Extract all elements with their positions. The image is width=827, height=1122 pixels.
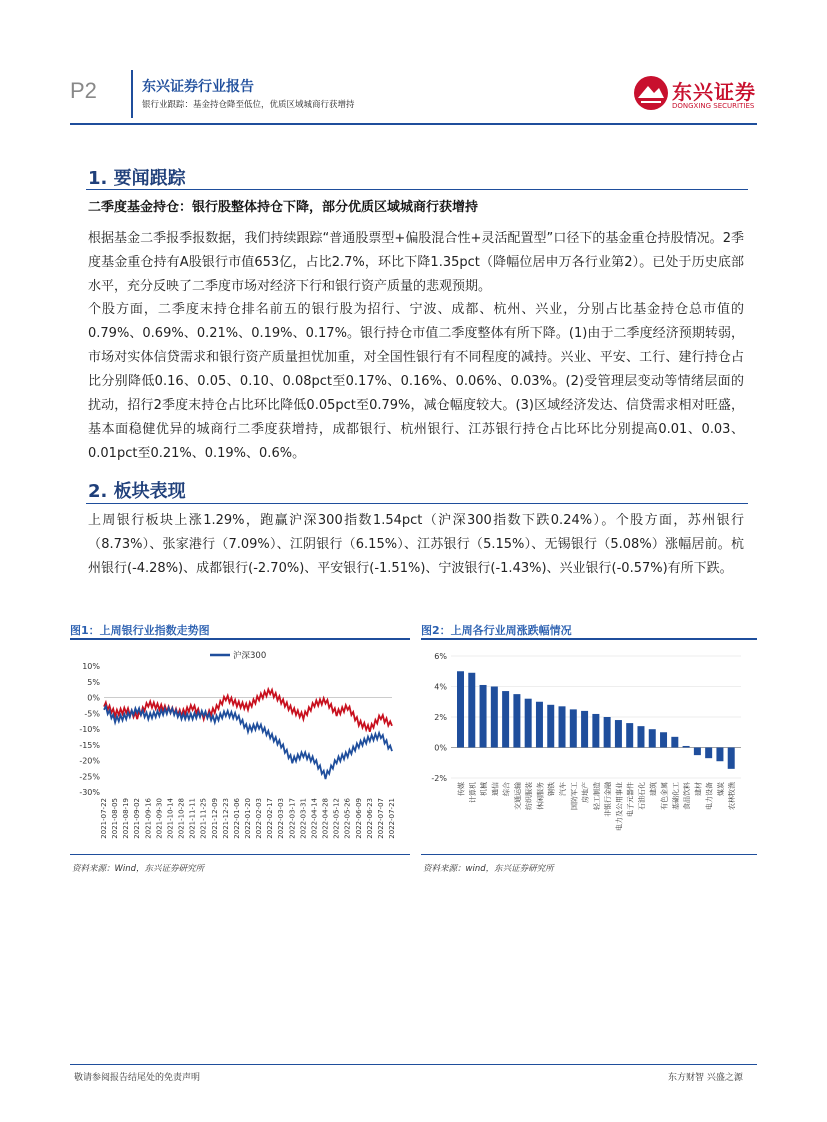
section-rule [86,503,748,504]
bar-汽车 [559,706,566,747]
logo-mark-icon [632,74,670,112]
x-tick-label: 2021-07-22 [100,798,108,839]
bar-交通运输 [513,694,520,747]
x-tick-label: 2022-06-23 [365,798,374,839]
figure-rule [70,638,410,640]
section-rule [86,189,748,190]
x-tick-label: 农林牧渔 [728,782,737,810]
bar-钢铁 [547,705,554,748]
x-tick-label: 机械 [480,782,489,796]
x-tick-label: 基础化工 [671,782,680,810]
header-vertical-rule [131,70,133,118]
figure-source: 资料来源：wind，东兴证券研究所 [423,864,554,874]
y-tick-label: -2% [431,774,447,783]
x-tick-label: 交通运输 [513,782,522,810]
bar-农林牧渔 [728,748,735,769]
x-tick-label: 休闲服务 [536,782,545,810]
bar-计算机 [468,673,475,748]
x-tick-label: 2021-10-14 [166,798,175,839]
x-tick-label: 建材 [694,782,703,796]
series-line-沪深300 [104,706,392,779]
figure-rule [421,638,757,640]
figure-title: 图2：上周各行业周涨跌幅情况 [421,624,572,637]
x-tick-label: 2022-07-07 [376,798,385,839]
bar-食品饮料 [683,746,690,748]
bar-传媒 [457,671,464,747]
bar-建筑 [649,729,656,747]
x-tick-label: 纺织服装 [525,782,534,810]
x-tick-label: 汽车 [559,782,568,796]
y-tick-label: 0% [87,693,100,703]
x-tick-label: 有色金属 [660,782,669,810]
x-tick-label: 2021-09-30 [155,798,164,839]
page-number: P2 [70,78,97,103]
x-tick-label: 2021-09-16 [144,798,153,839]
legend-label: 沪深300 [233,651,267,661]
x-tick-label: 钢铁 [547,782,556,796]
line-chart [70,642,410,850]
x-tick-label: 通信 [491,782,500,796]
x-tick-label: 2021-12-09 [210,798,219,839]
x-tick-label: 2022-06-09 [354,798,363,839]
report-subtitle: 银行业跟踪：基金持仓降至低位，优质区域城商行获增持 [142,100,355,110]
x-tick-label: 轻工制造 [592,782,601,810]
figure-bottom-rule [70,854,410,855]
figure-source: 资料来源：Wind，东兴证券研究所 [72,864,205,874]
x-tick-label: 电力及公用事业 [615,782,624,831]
bar-石油石化 [637,726,644,747]
bar-休闲服务 [536,702,543,748]
x-tick-label: 2022-02-03 [255,798,264,839]
y-tick-label: -30% [79,788,100,797]
report-title: 东兴证券行业报告 [142,79,254,95]
x-tick-label: 2022-02-17 [266,798,275,839]
footer-slogan: 东方财智 兴盛之源 [668,1073,743,1083]
x-tick-label: 房地产 [581,782,590,803]
x-tick-label: 2022-01-06 [232,798,241,839]
bar-房地产 [581,711,588,748]
x-tick-label: 2022-04-28 [321,798,330,839]
footer-disclaimer: 敬请参阅报告结尾处的免责声明 [74,1073,201,1083]
y-tick-label: -10% [79,725,100,734]
bar-机械 [480,685,487,748]
y-tick-label: 10% [82,662,100,671]
bar-基础化工 [671,737,678,748]
y-tick-label: -15% [79,740,100,750]
x-tick-label: 2022-03-03 [277,798,286,839]
section-heading-sector: 2. 板块表现 [88,481,186,502]
x-tick-label: 国防军工 [570,782,579,810]
x-tick-label: 计算机 [468,782,477,803]
bar-纺织服装 [525,699,532,748]
bar-电子元器件 [626,723,633,747]
bar-有色金属 [660,732,667,747]
bar-电力及公用事业 [615,720,622,747]
y-tick-label: -5% [84,709,100,719]
x-tick-label: 2022-03-17 [288,798,297,839]
series-line-银行 [104,689,392,731]
logo-text: 东兴证券 [672,80,756,104]
subsection-heading: 二季度基金持仓：银行股整体持仓下降，部分优质区域城商行获增持 [88,200,479,215]
y-tick-label: 4% [434,682,447,692]
x-tick-label: 2021-09-02 [133,798,142,839]
logo-subtext: DONGXING SECURITIES [672,102,755,110]
x-tick-label: 2022-04-14 [310,798,319,839]
x-tick-label: 2021-11-11 [188,798,197,839]
paragraph: 根据基金二季报季报数据，我们持续跟踪“普通股票型+偏股混合性+灵活配置型”口径下的基金重仓持股情况。2季度基金重仓持有A股银行市值653亿，占比2.7%，环比下降1.35pct（降幅位居申万各行业第2）。已处于历史底部水平，充分反映了二季度市场对经济下行和银行资产质量的悲观预期。 [88,231,744,294]
x-tick-label: 电力设备 [705,782,714,810]
x-tick-label: 2021-12-23 [221,798,230,839]
x-tick-label: 2022-03-31 [299,798,308,839]
footer-rule [70,1064,757,1065]
x-tick-label: 传媒 [457,782,466,796]
y-tick-label: 5% [87,677,100,687]
x-tick-label: 2021-08-19 [122,798,131,839]
x-tick-label: 煤炭 [716,782,725,796]
x-tick-label: 石油石化 [637,782,646,810]
y-tick-label: -20% [79,756,100,766]
figure-bottom-rule [421,854,757,855]
bar-通信 [491,687,498,748]
paragraph: 个股方面，二季度末持仓排名前五的银行股为招行、宁波、成都、杭州、兴业，分别占比基金持仓总市值的0.79%、0.69%、0.21%、0.19%、0.17%。银行持仓市值二季度整体有所下降。(1)由于二季度经济预期转弱，市场对实体信贷需求和银行资产质量担忧加重，对全国性银行有不同程度的减持。兴业、平安、工行、建行持仓占比分别降低0.16、0.05、0.10、0.08pct至0.17%、0.16%、0.06%、0.03%。(2)受管理层变动等情绪层面的扰动，招行2季度末持仓占比环比降低0.05pct至0.79%，减仓幅度较大。(3)区域经济发达、信贷需求相对旺盛，基本面稳健优异的城商行二季度获增持，成都银行、杭州银行、江苏银行持仓占比环比分别提高0.01、0.03、0.01pct至0.21%、0.19%、0.6%。 [88,302,744,461]
x-tick-label: 2021-10-28 [177,798,186,839]
bar-综合 [502,691,509,747]
bar-煤炭 [716,748,723,762]
x-tick-label: 2022-07-21 [388,798,396,839]
y-tick-label: -25% [79,772,100,782]
x-tick-label: 非银行金融 [604,782,613,817]
figure-title: 图1：上周银行业指数走势图 [70,624,210,637]
y-tick-label: 0% [434,743,447,753]
y-tick-label: 6% [434,652,447,661]
x-tick-label: 2022-05-12 [332,798,341,839]
section-heading-news: 1. 要闻跟踪 [88,168,186,189]
bar-非银行金融 [604,717,611,748]
x-tick-label: 建筑 [649,782,658,796]
bar-建材 [694,748,701,756]
bar-轻工制造 [592,714,599,748]
bar-国防军工 [570,709,577,747]
x-tick-label: 2021-08-05 [111,798,120,839]
y-tick-label: 2% [434,713,447,722]
x-tick-label: 电子元器件 [626,782,635,817]
x-tick-label: 综合 [502,782,511,796]
x-tick-label: 2022-01-20 [244,798,252,839]
x-tick-label: 食品饮料 [683,782,692,810]
x-tick-label: 2022-05-26 [343,798,352,839]
paragraph: 上周银行板块上涨1.29%，跑赢沪深300指数1.54pct（沪深300指数下跌0.24%）。个股方面，苏州银行（8.73%）、张家港行（7.09%）、江阴银行（6.15%）、江苏银行（5.15%）、无锡银行（5.08%）涨幅居前。杭州银行(-4.28%)、成都银行(-2.70%)、平安银行(-1.51%)、宁波银行(-1.43%)、兴业银行(-0.57%)有所下跌。 [88,513,744,576]
bar-chart [421,642,757,850]
x-tick-label: 2021-11-25 [199,798,208,839]
bar-电力设备 [705,748,712,759]
header-rule [70,123,757,125]
